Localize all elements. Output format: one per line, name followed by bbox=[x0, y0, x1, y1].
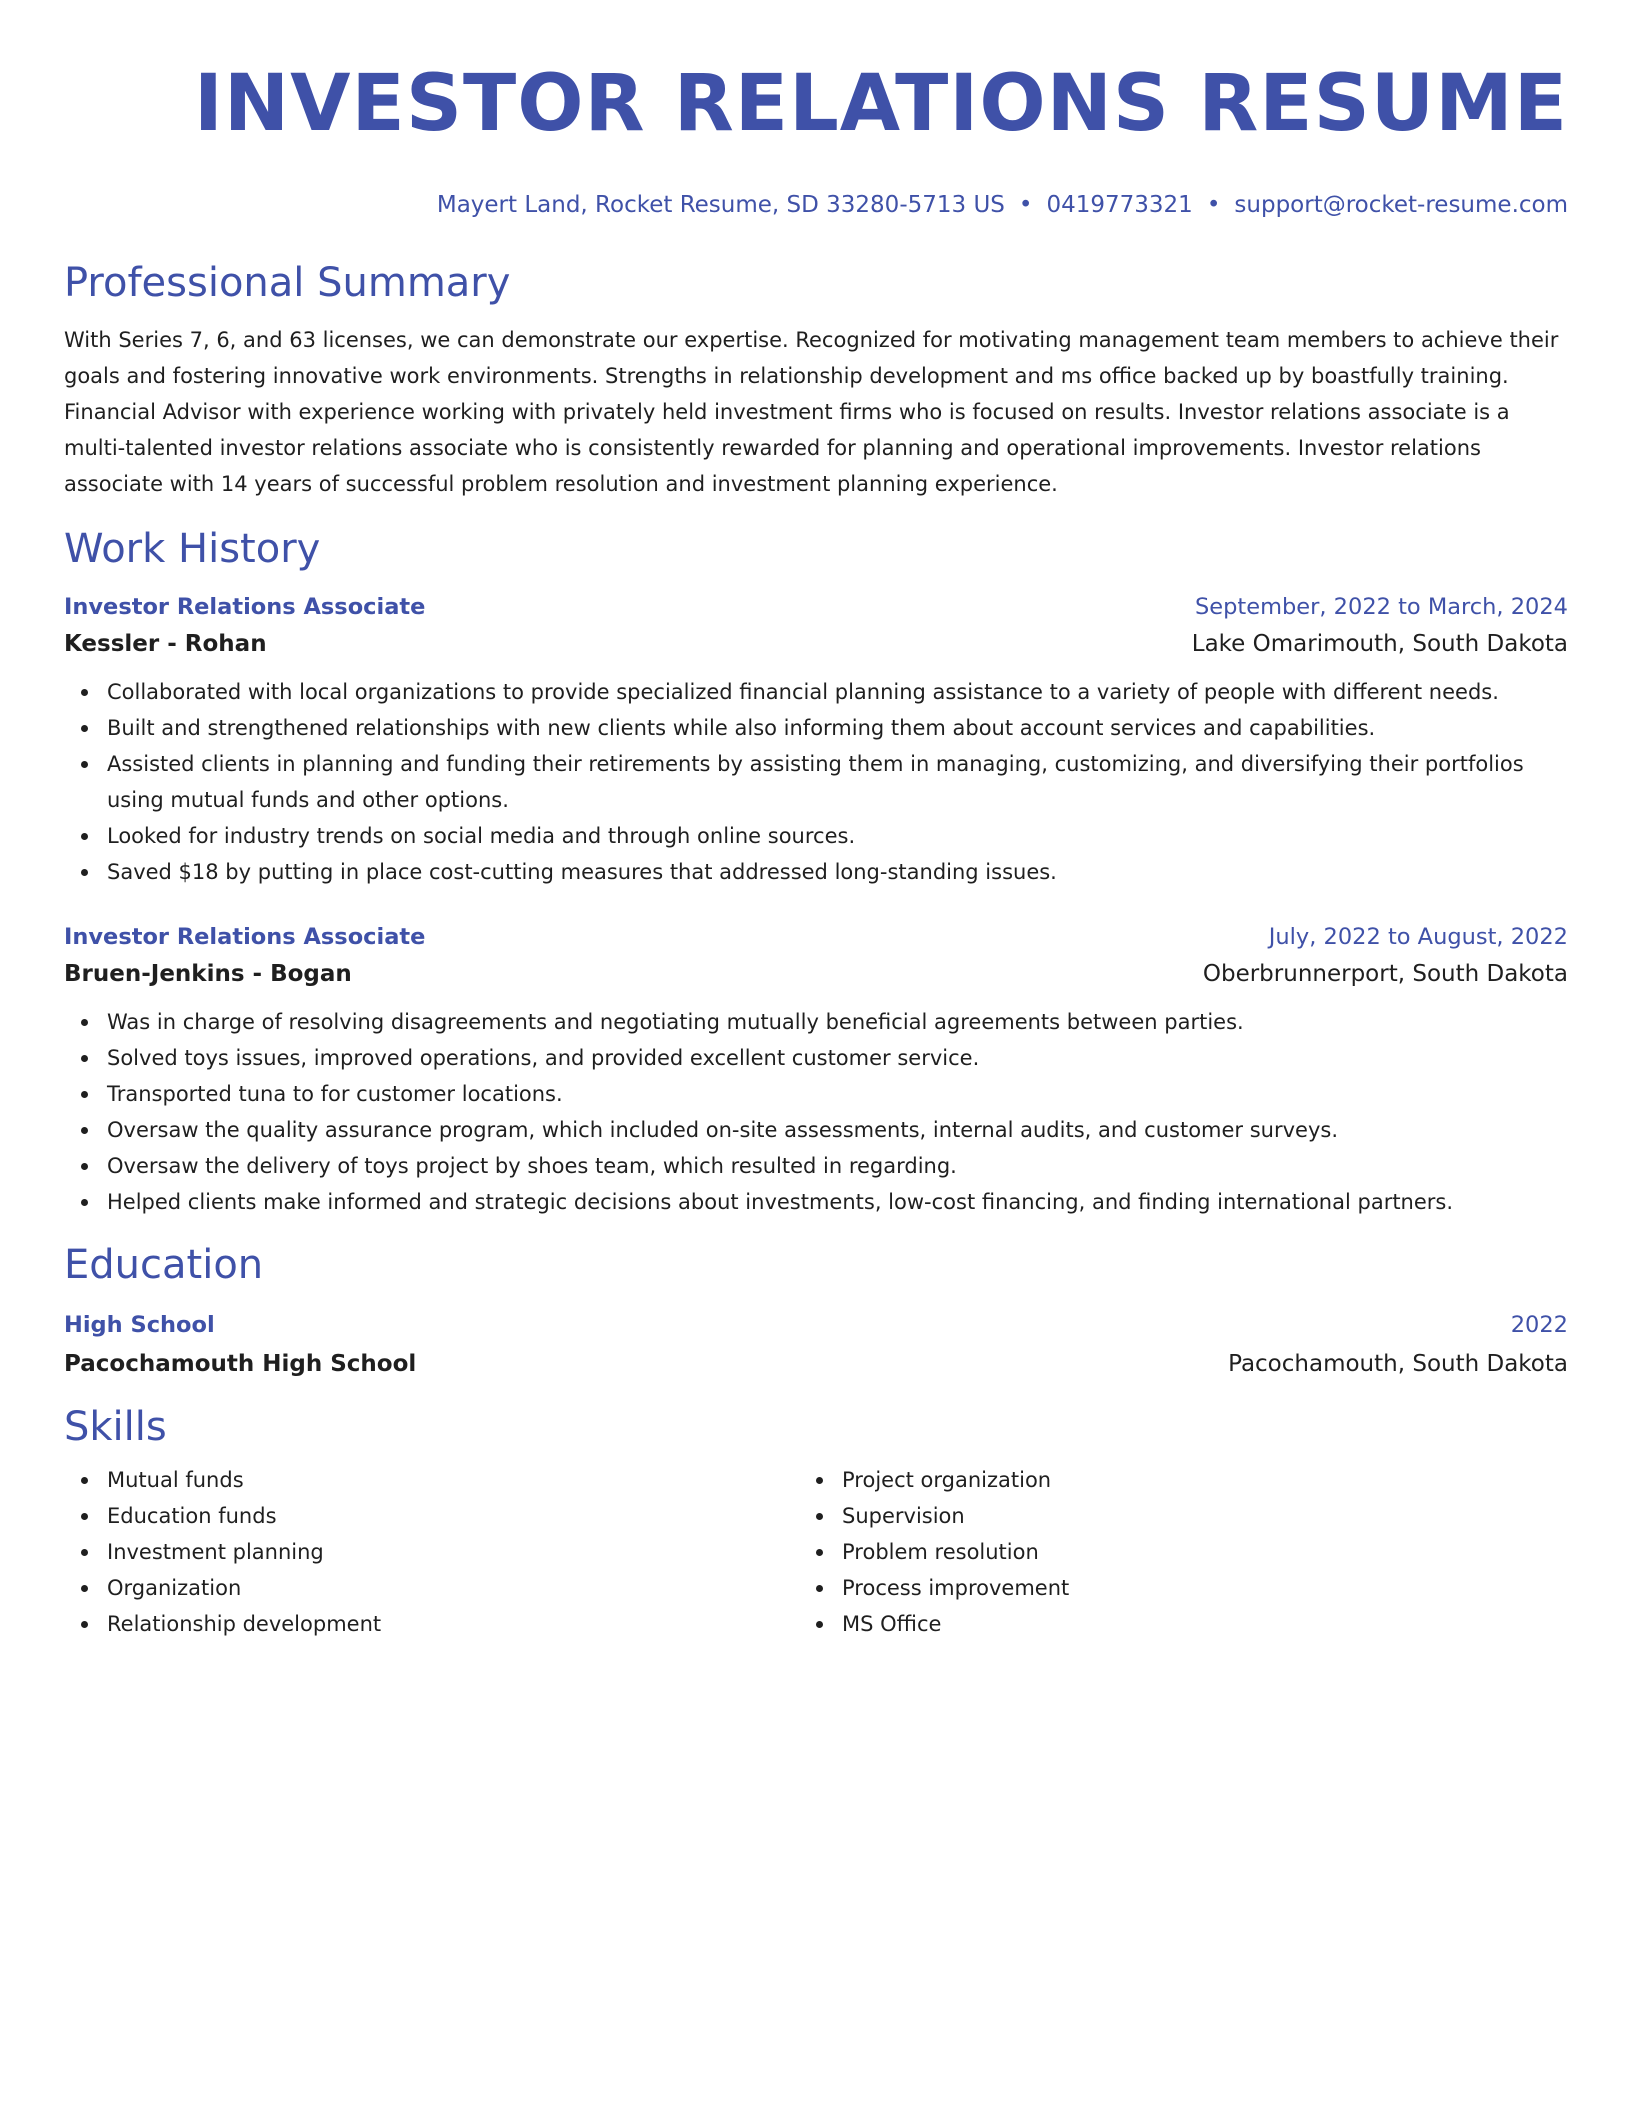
skill-item: Education funds bbox=[107, 1498, 799, 1534]
contact-line bbox=[64, 190, 1568, 220]
job-bullet: Looked for industry trends on social media and through online sources. bbox=[107, 818, 1568, 854]
resume-header bbox=[64, 0, 1568, 220]
education-heading: Education bbox=[64, 1242, 264, 1288]
summary-text: With Series 7, 6, and 63 licenses, we can demonstrate our expertise. Recognized for motivating management team members to achieve their goals and fostering innovative work environments. Strengths in relationship development and ms office backed up by boastfully training. Financial Advisor with experience working with privately held investment firms who is focused on results. Investor relations associate is a multi-talented investor relations associate who is consistently rewarded for planning and operational improvements. Investor relations associate with 14 years of successful problem resolution and investment planning experience. bbox=[64, 328, 1559, 496]
education-degree: High School bbox=[64, 1312, 215, 1338]
job-company: Bruen-Jenkins - Bogan bbox=[64, 961, 352, 987]
job-title: Investor Relations Associate bbox=[64, 924, 426, 950]
contact-separator: • bbox=[1206, 192, 1221, 218]
job-bullet: Was in charge of resolving disagreements and negotiating mutually beneficial agreements between parties. bbox=[107, 1004, 1568, 1040]
contact-email: support@rocket-resume.com bbox=[1234, 192, 1568, 218]
skill-item: Relationship development bbox=[107, 1606, 799, 1642]
skill-item: MS Office bbox=[842, 1606, 1534, 1642]
job-entry bbox=[64, 922, 1568, 1220]
education-year: 2022 bbox=[1510, 1312, 1568, 1338]
education-entry bbox=[64, 1310, 1568, 1380]
job-bullet: Oversaw the delivery of toys project by shoes team, which resulted in regarding. bbox=[107, 1148, 1568, 1184]
job-bullet: Solved toys issues, improved operations, and provided excellent customer service. bbox=[107, 1040, 1568, 1076]
job-entry bbox=[64, 592, 1568, 890]
job-bullet: Helped clients make informed and strategic decisions about investments, low-cost financing, and finding international partners. bbox=[107, 1184, 1568, 1220]
skill-item: Project organization bbox=[842, 1462, 1534, 1498]
job-bullet: Saved $18 by putting in place cost-cutting measures that addressed long-standing issues. bbox=[107, 854, 1568, 890]
skills-list-left bbox=[64, 1462, 799, 1642]
job-bullet: Transported tuna to for customer locations. bbox=[107, 1076, 1568, 1112]
skill-item: Problem resolution bbox=[842, 1534, 1534, 1570]
education-school-row bbox=[64, 1348, 1568, 1380]
education-school: Pacochamouth High School bbox=[64, 1351, 417, 1377]
skills-list-right bbox=[799, 1462, 1534, 1642]
skills-columns bbox=[64, 1462, 1568, 1642]
job-company-row bbox=[64, 628, 1568, 660]
resume-title: INVESTOR RELATIONS RESUME bbox=[193, 59, 1568, 149]
contact-address: Mayert Land, Rocket Resume, SD 33280-5713 US bbox=[436, 192, 1005, 218]
education-location: Pacochamouth, South Dakota bbox=[1228, 1351, 1568, 1377]
job-bullet: Assisted clients in planning and funding their retirements by assisting them in managing, customizing, and diversifying their portfolios using mutual funds and other options. bbox=[107, 746, 1568, 818]
skill-item: Mutual funds bbox=[107, 1462, 799, 1498]
skill-item: Organization bbox=[107, 1570, 799, 1606]
job-header-row bbox=[64, 592, 1568, 622]
job-dates: September, 2022 to March, 2024 bbox=[1195, 594, 1568, 620]
job-dates: July, 2022 to August, 2022 bbox=[1268, 924, 1568, 950]
job-bullet: Collaborated with local organizations to provide specialized financial planning assistance to a variety of people with different needs. bbox=[107, 674, 1568, 710]
job-bullet: Oversaw the quality assurance program, which included on-site assessments, internal audits, and customer surveys. bbox=[107, 1112, 1568, 1148]
job-header-row bbox=[64, 922, 1568, 952]
job-company: Kessler - Rohan bbox=[64, 631, 267, 657]
job-bullet: Built and strengthened relationships with new clients while also informing them about account services and capabilities. bbox=[107, 710, 1568, 746]
job-company-row bbox=[64, 958, 1568, 990]
contact-separator: • bbox=[1018, 192, 1033, 218]
skill-item: Process improvement bbox=[842, 1570, 1534, 1606]
summary-heading: Professional Summary bbox=[64, 260, 511, 306]
skills-heading: Skills bbox=[64, 1404, 167, 1450]
skill-item: Supervision bbox=[842, 1498, 1534, 1534]
job-bullet-list bbox=[64, 674, 1568, 890]
skill-item: Investment planning bbox=[107, 1534, 799, 1570]
job-location: Oberbrunnerport, South Dakota bbox=[1202, 961, 1568, 987]
education-header-row bbox=[64, 1310, 1568, 1340]
job-bullet-list bbox=[64, 1004, 1568, 1220]
job-title: Investor Relations Associate bbox=[64, 594, 426, 620]
contact-phone: 0419773321 bbox=[1046, 192, 1193, 218]
work-history-heading: Work History bbox=[64, 526, 321, 572]
job-location: Lake Omarimouth, South Dakota bbox=[1191, 631, 1568, 657]
